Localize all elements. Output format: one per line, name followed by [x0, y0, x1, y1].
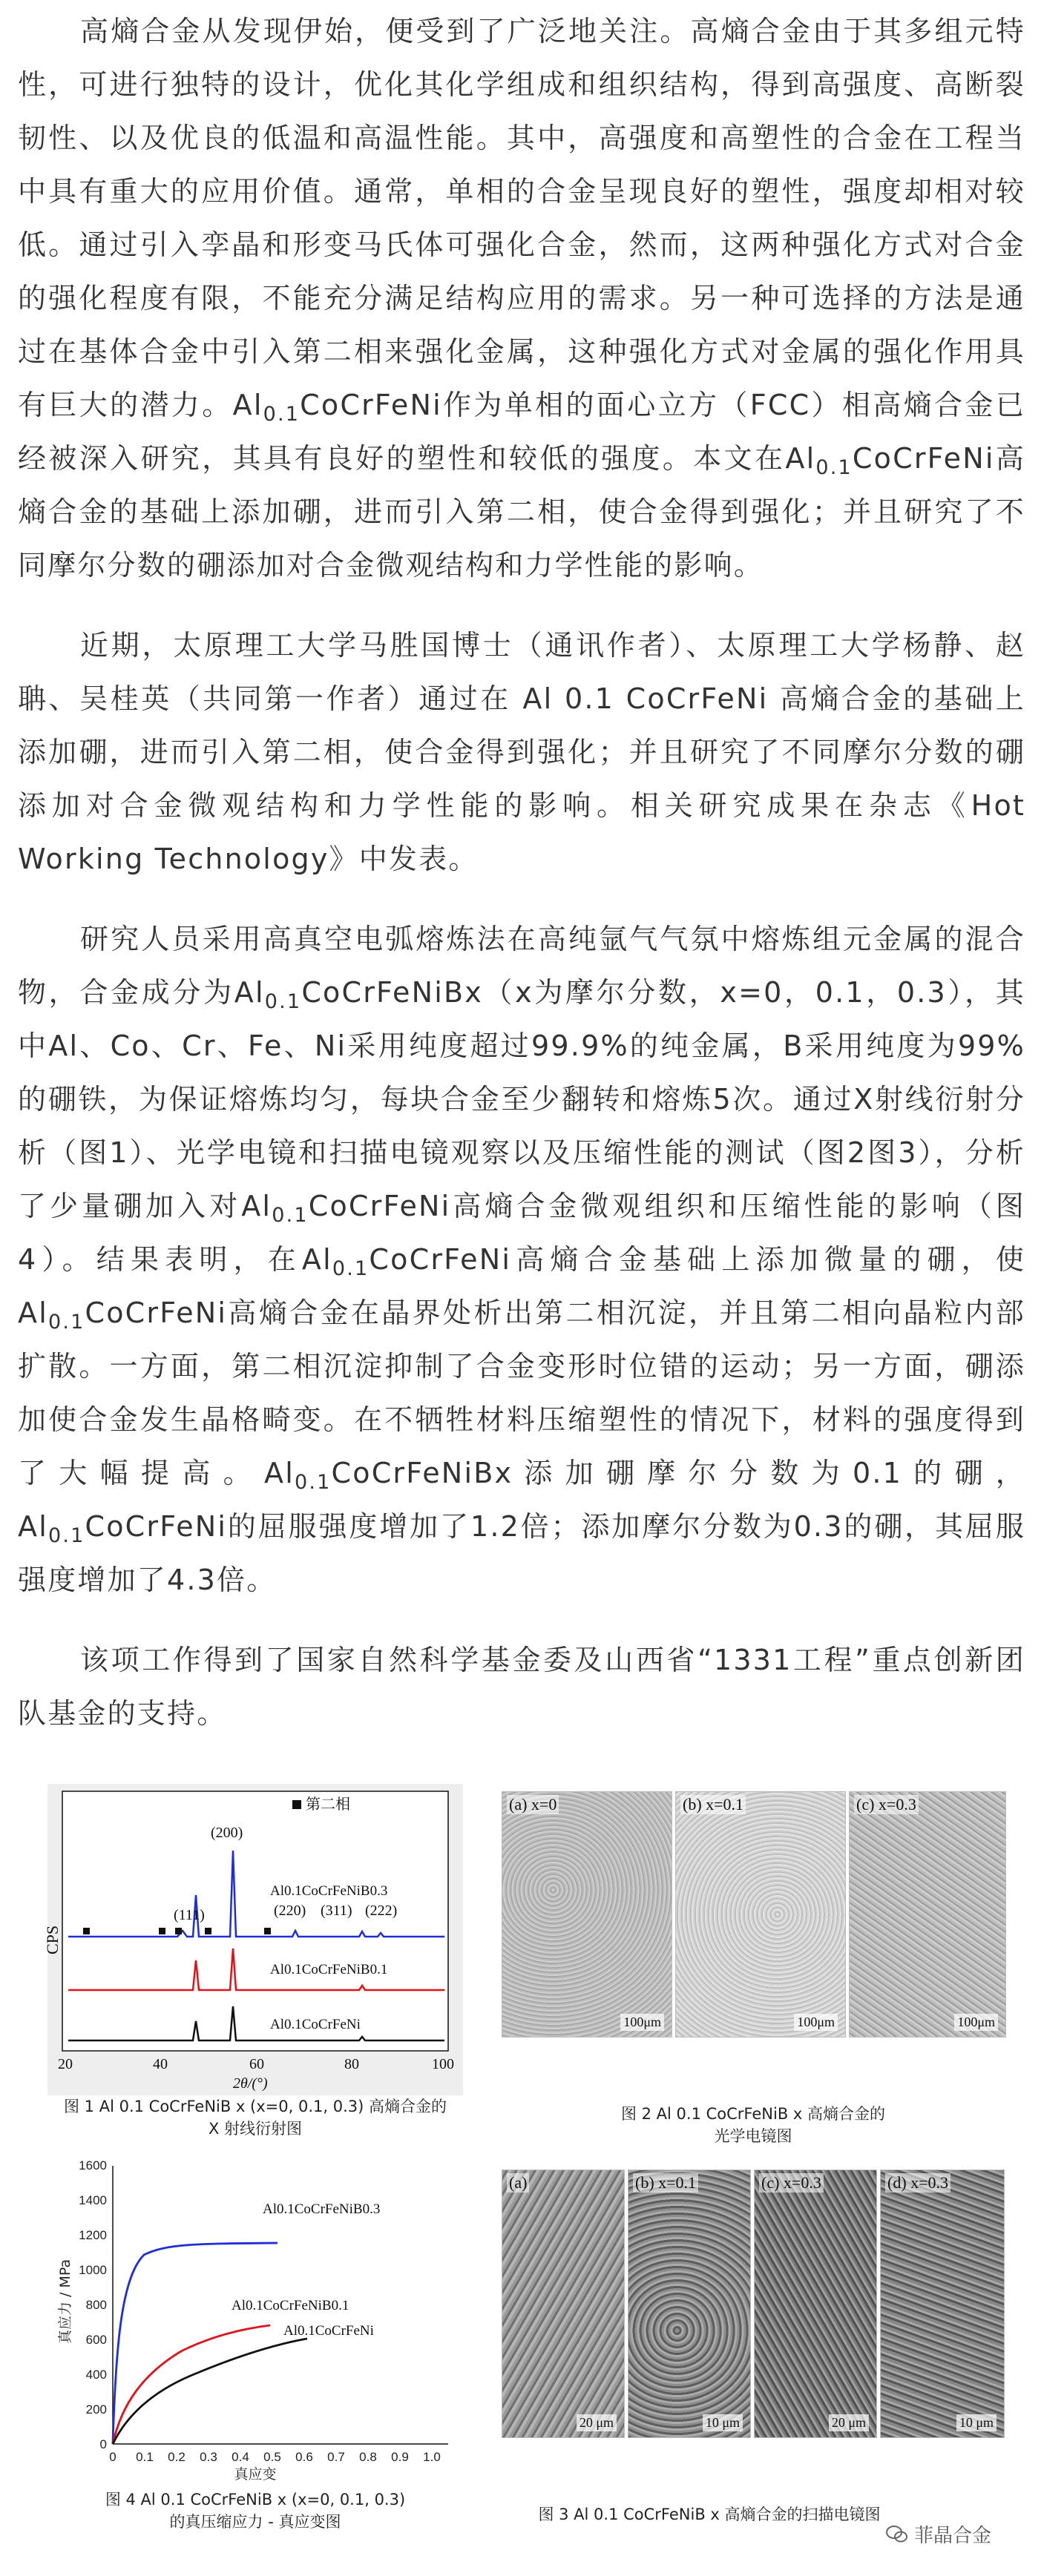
watermark	[886, 2520, 991, 2548]
figure-3-sem	[502, 2170, 1006, 2540]
x-tick: 0.8	[359, 2450, 377, 2464]
caption-line: 图 2 Al 0.1 CoCrFeNiB x 高熵合金的	[620, 2105, 886, 2123]
stress-ylabel: 真应力 / MPa	[57, 2259, 73, 2344]
x-tick: 0.5	[263, 2450, 281, 2464]
panel-label: (a) x=0	[507, 1795, 559, 1814]
second-phase-marker	[264, 1928, 271, 1934]
second-phase-marker	[205, 1928, 211, 1934]
figure-1-xrd	[43, 1784, 463, 2138]
y-tick: 800	[85, 2298, 107, 2312]
curve-label-b00: Al0.1CoCrFeNi	[283, 2323, 374, 2339]
legend-second-phase: 第二相	[306, 1796, 350, 1813]
peak-label-220: (220)	[274, 1903, 306, 1919]
optical-panel-b	[675, 1791, 846, 2038]
optical-panel-c	[849, 1791, 1006, 2038]
scale-bar: 100μm	[954, 2014, 998, 2031]
x-tick: 0	[109, 2450, 116, 2464]
panel-label: (b) x=0.1	[680, 1795, 746, 1814]
xrd-xtick: 60	[249, 2056, 264, 2072]
series-label-b01: Al0.1CoCrFeNiB0.1	[270, 1962, 388, 1977]
sem-panel-c	[754, 2170, 877, 2438]
scale-bar: 10 μm	[703, 2414, 743, 2431]
panel-label: (c) x=0.3	[854, 1795, 919, 1814]
stress-strain-chart	[47, 2151, 463, 2485]
xrd-xtick: 40	[153, 2056, 168, 2072]
xrd-ylabel: CPS	[43, 1925, 62, 1954]
scale-bar: 10 μm	[956, 2414, 997, 2431]
caption-line: X 射线衍射图	[208, 2120, 303, 2138]
peak-label-200: (200)	[211, 1825, 243, 1841]
paragraph-news: 近期，太原理工大学马胜国博士（通讯作者）、太原理工大学杨静、赵聃、吴桂英（共同第一作者）通过在 Al 0.1 CoCrFeNi 高熵合金的基础上添加硼，进而引入第二相，使合金得到强化；并且研究了不同摩尔分数的硼添加对合金微观结构和力学性能的影响。相关研究成果在杂志《Hot Working Technology》中发表。	[18, 629, 1025, 875]
watermark-text: 菲晶合金	[913, 2525, 991, 2547]
scale-bar: 100μm	[620, 2014, 664, 2031]
xrd-xlabel: 2θ/(°)	[233, 2075, 268, 2092]
xrd-chart	[43, 1784, 463, 2095]
xrd-xtick: 80	[344, 2056, 359, 2072]
caption-line: 的真压缩应力 - 真应变图	[169, 2513, 341, 2531]
curve-label-b01: Al0.1CoCrFeNiB0.1	[232, 2298, 349, 2313]
panel-label: (d) x=0.3	[885, 2173, 951, 2193]
y-tick: 1400	[79, 2193, 107, 2207]
y-tick: 1000	[79, 2263, 107, 2277]
caption-line: 光学电镜图	[714, 2127, 792, 2145]
scale-bar: 100μm	[794, 2014, 838, 2031]
figure-4-caption	[47, 2488, 463, 2533]
x-tick: 0.3	[200, 2450, 217, 2464]
second-phase-marker	[159, 1928, 165, 1934]
sem-panel-b	[628, 2170, 751, 2438]
second-phase-marker	[83, 1928, 90, 1934]
figure-2-optical	[502, 1791, 1006, 2145]
stress-xlabel: 真应变	[234, 2466, 277, 2483]
article-body	[18, 0, 1025, 1740]
figure-panel	[43, 1784, 1005, 2548]
xrd-xtick: 20	[58, 2056, 73, 2072]
sem-panel-a	[502, 2170, 625, 2438]
figure-2-caption	[502, 2103, 1005, 2147]
figure-3-caption: 图 3 Al 0.1 CoCrFeNiB x 高熵合金的扫描电镜图	[538, 2506, 881, 2523]
series-label-b03: Al0.1CoCrFeNiB0.3	[270, 1883, 388, 1899]
optical-panel-a	[502, 1791, 672, 2038]
scale-bar: 20 μm	[829, 2414, 869, 2431]
series-label-b00: Al0.1CoCrFeNi	[270, 2017, 361, 2032]
y-tick: 600	[85, 2333, 107, 2347]
legend-marker	[292, 1800, 301, 1809]
x-tick: 0.7	[327, 2450, 345, 2464]
peak-label-111: (111)	[174, 1907, 205, 1923]
y-tick: 0	[99, 2437, 107, 2451]
scale-bar: 20 μm	[577, 2414, 617, 2431]
y-tick: 1600	[79, 2158, 107, 2173]
curve-label-b03: Al0.1CoCrFeNiB0.3	[263, 2201, 381, 2217]
peak-label-222: (222)	[365, 1903, 398, 1919]
panel-label: (a)	[507, 2173, 529, 2193]
figure-4-stress-strain	[47, 2151, 463, 2544]
caption-line: 图 1 Al 0.1 CoCrFeNiB x (x=0, 0.1, 0.3) 高熵合金的	[64, 2098, 447, 2115]
panel-label: (b) x=0.1	[633, 2173, 698, 2193]
x-tick: 0.4	[232, 2450, 249, 2464]
y-tick: 400	[85, 2368, 107, 2382]
wechat-icon	[886, 2525, 908, 2544]
paragraph-method: 研究人员采用高真空电弧熔炼法在高纯氩气气氛中熔炼组元金属的混合物，合金成分为$Al_{0.1}CoCrFeNiBx(x$为摩尔分数，x=0，0.1，0.3），其中Al、Co、Cr、Fe、Ni采用纯度超过99.9%的纯金属，B采用纯度为99%的硼铁，为保证熔炼均匀，每块合金至少翻转和熔炼5次。通过X射线衍射分析（图1）、光学电镜和扫描电镜观察以及压缩性能的测试（图2图3），分析了少量硼加入对$Al_{0.1}CoCrFeNi$高熵合金微观组织和压缩性能的影响（图4）。结果表明，在$Al_{0.1}CoCrFeNi$高熵合金基础上添加微量的硼，使$Al_{0.1}CoCrFeNi$高熵合金在晶界处析出第二相沉淀，并且第二相向晶粒内部扩散。一方面，第二相沉淀抑制了合金变形时位错的运动；另一方面，硼添加使合金发生晶格畸变。在不牺牲材料压缩塑性的情况下，材料的强度得到了大幅提高。$Al_{0.1}CoCrFeNiBx$添加硼摩尔分数为0.1的硼，$Al_{0.1}CoCrFeNi$的屈服强度增加了1.2倍；添加摩尔分数为0.3的硼，其屈服强度增加了4.3倍。	[18, 923, 1026, 1596]
x-tick: 0.1	[136, 2450, 154, 2464]
y-tick: 200	[85, 2402, 107, 2417]
sem-panel-d	[880, 2170, 1005, 2438]
peak-label-311: (311)	[321, 1903, 352, 1919]
caption-line: 图 4 Al 0.1 CoCrFeNiB x (x=0, 0.1, 0.3)	[105, 2491, 406, 2509]
xrd-xtick: 100	[432, 2056, 454, 2072]
panel-label: (c) x=0.3	[759, 2173, 824, 2193]
y-tick: 1200	[79, 2228, 107, 2242]
x-tick: 0.6	[295, 2450, 313, 2464]
second-phase-marker	[175, 1928, 182, 1934]
paragraph-funding: 该项工作得到了国家自然科学基金委及山西省“1331工程”重点创新团队基金的支持。	[18, 1644, 1025, 1730]
figure-1-caption	[47, 2095, 463, 2140]
x-tick: 0.2	[168, 2450, 186, 2464]
x-tick: 0.9	[391, 2450, 409, 2464]
x-tick: 1.0	[423, 2450, 441, 2464]
paragraph-intro: 高熵合金从发现伊始，便受到了广泛地关注。高熵合金由于其多组元特性，可进行独特的设计，优化其化学组成和组织结构，得到高强度、高断裂韧性、以及优良的低温和高温性能。其中，高强度和高塑性的合金在工程当中具有重大的应用价值。通常，单相的合金呈现良好的塑性，强度却相对较低。通过引入孪晶和形变马氏体可强化合金，然而，这两种强化方式对合金的强化程度有限，不能充分满足结构应用的需求。另一种可选择的方法是通过在基体合金中引入第二相来强化金属，这种强化方式对金属的强化作用具有巨大的潜力。$Al_{0.1}CoCrFeNi$作为单相的面心立方（FCC）相高熵合金已经被深入研究，其具有良好的塑性和较低的强度。本文在$Al_{0.1}CoCrFeNi$高熵合金的基础上添加硼，进而引入第二相，使合金得到强化；并且研究了不同摩尔分数的硼添加对合金微观结构和力学性能的影响。	[18, 15, 1025, 582]
